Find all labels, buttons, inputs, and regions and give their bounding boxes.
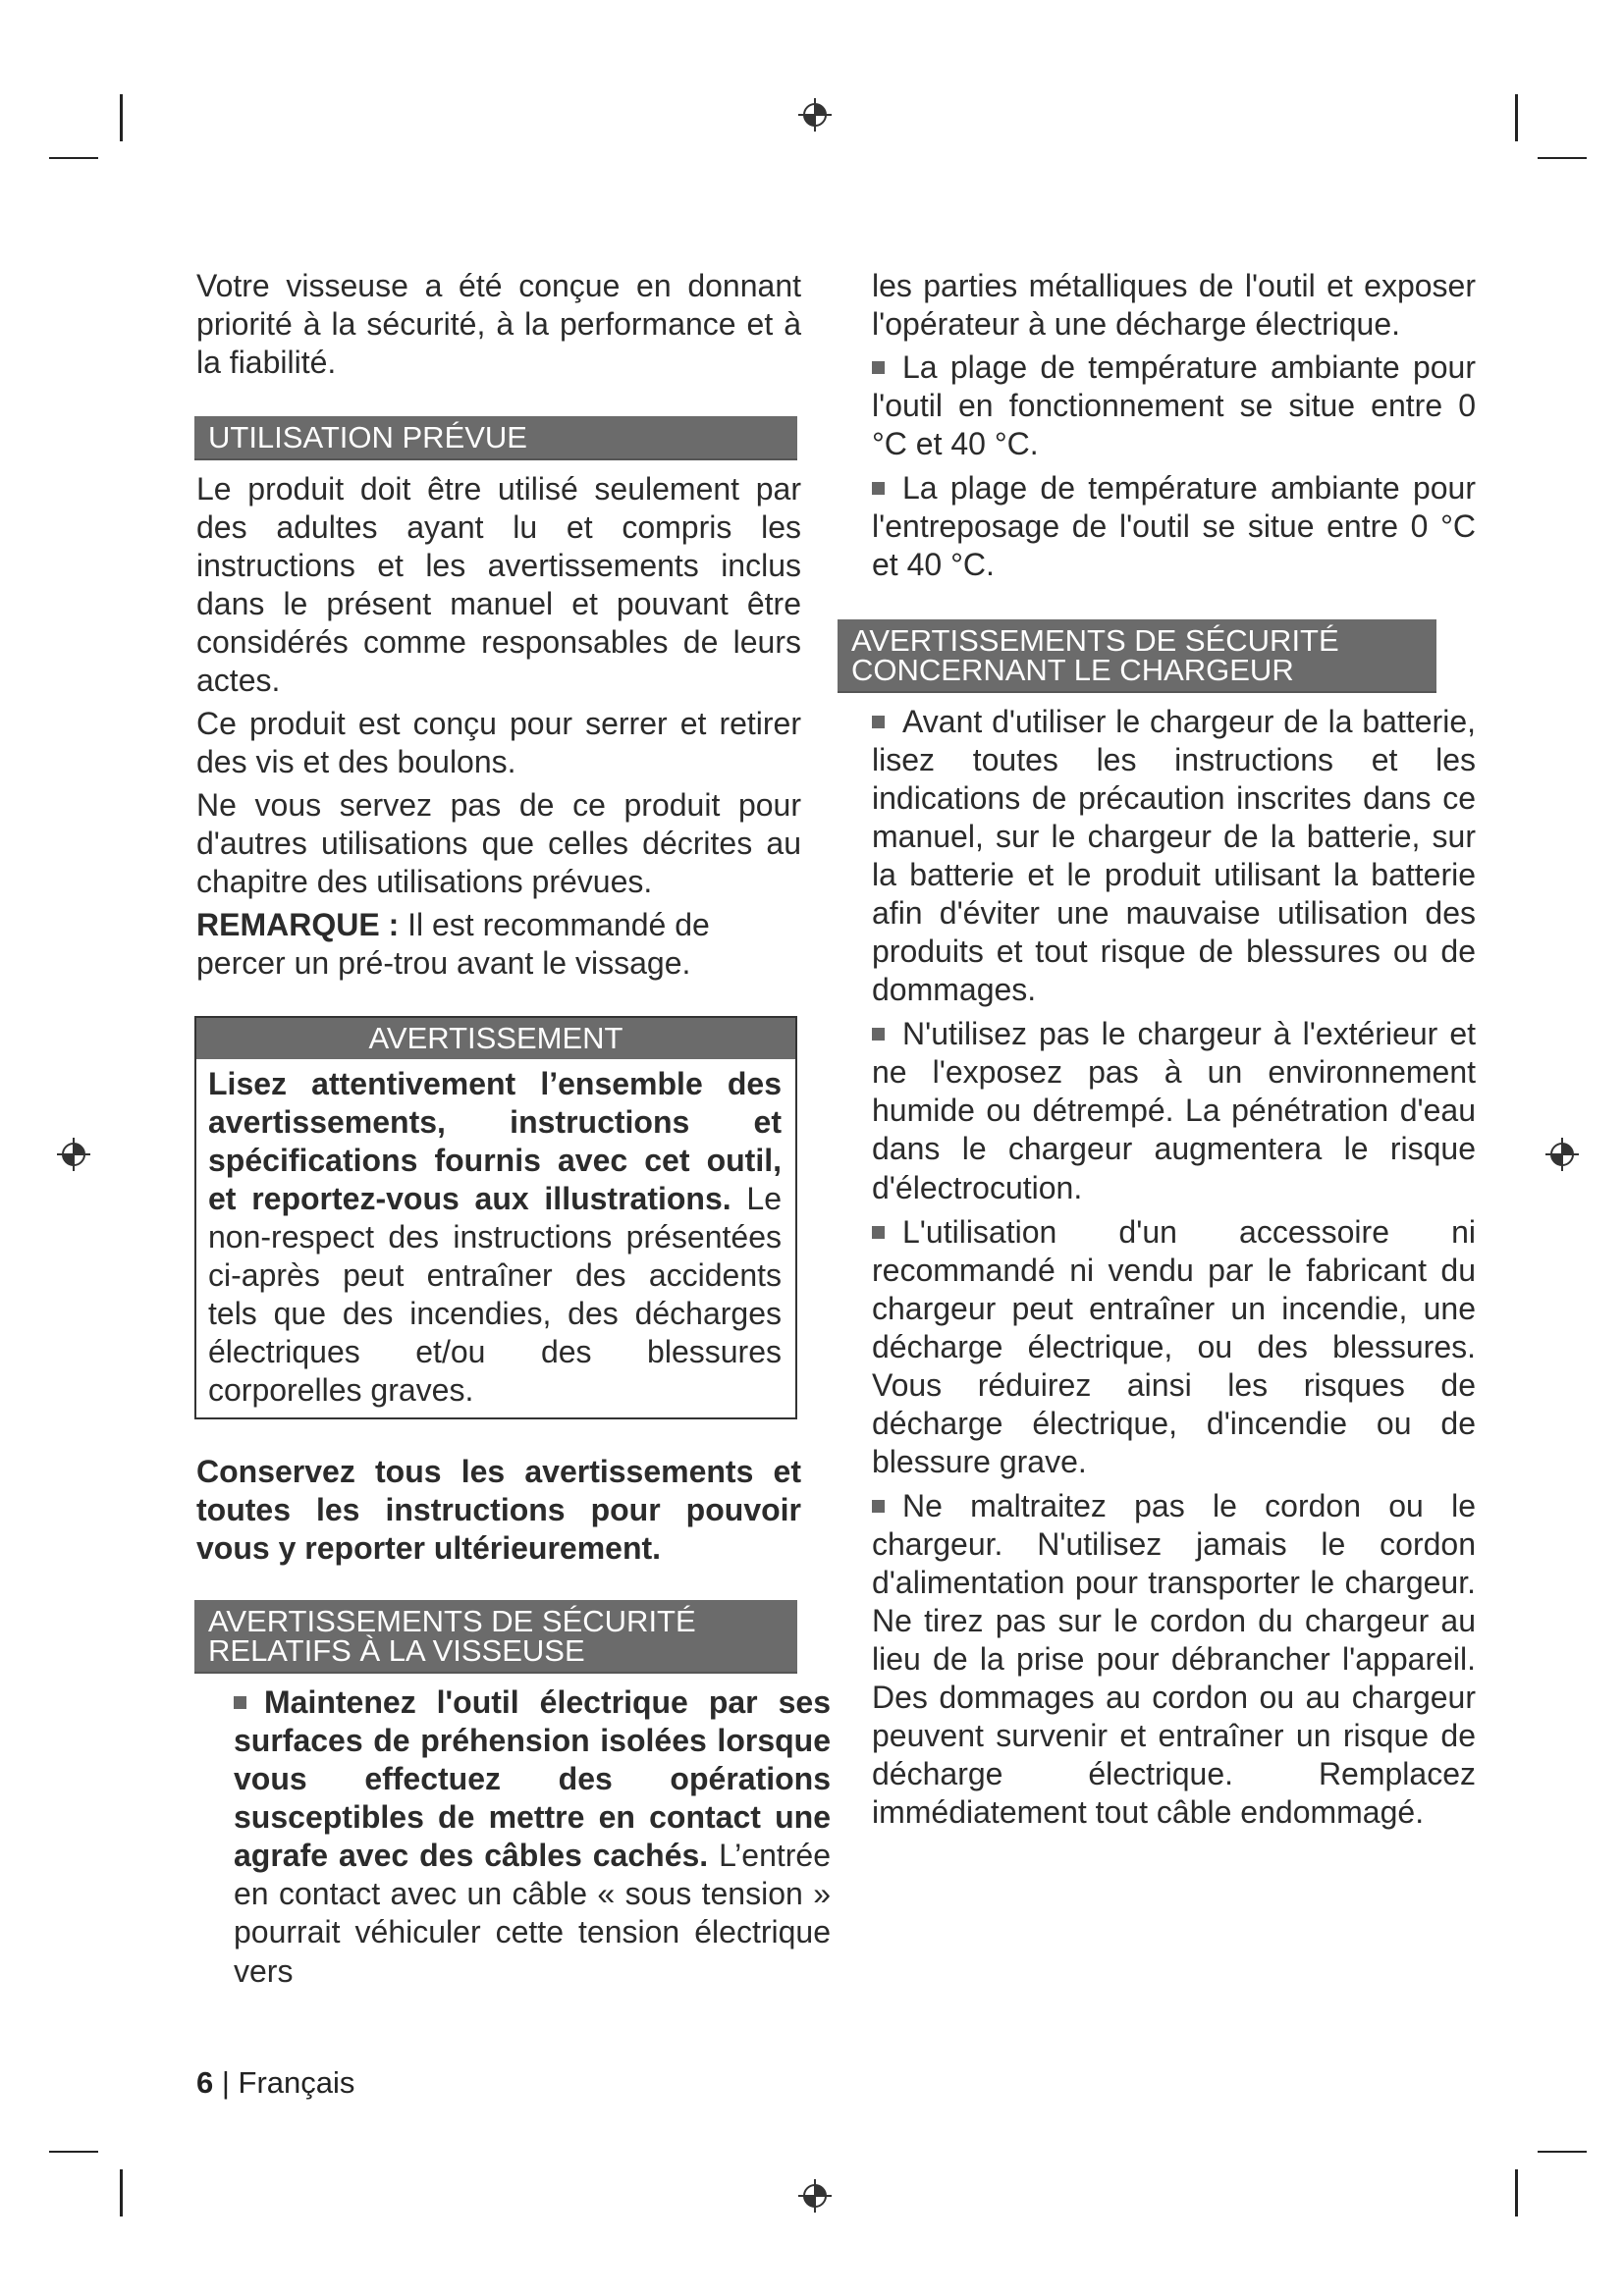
usage-paragraph: Ne vous servez pas de ce produit pour d'autres utilisations que celles décrites au chapitre des utilisations prévues. [196, 787, 801, 900]
right-column [851, 267, 1476, 1838]
footer-separator: | [213, 2065, 239, 2100]
crop-mark [49, 2151, 98, 2153]
registration-mark-icon [796, 96, 834, 133]
bullet-square-icon [234, 1696, 246, 1709]
warning-body [196, 1059, 795, 1417]
bullet-square-icon [872, 1500, 885, 1513]
page-footer [196, 2065, 354, 2101]
remarque-text: Il est recommandé de percer un pré-trou avant le vissage. [196, 907, 710, 982]
bullet-square-icon [872, 361, 885, 374]
list-item [872, 1487, 1476, 1832]
registration-mark-icon [1543, 1136, 1581, 1173]
footer-language: Français [238, 2065, 355, 2100]
bullet-square-icon [872, 482, 885, 495]
bullet-text: Ne maltraitez pas le cordon ou le chargeur. N'utilisez jamais le cordon d'alimentation pour transporter le chargeur. Ne tirez pas sur le cordon du chargeur au lieu de la prise pour débrancher l'appareil. Des dommages au cordon ou au chargeur peuvent survenir et entraîner un risque de décharge électrique. Remplacez immédiatement tout câble endommagé. [872, 1487, 1476, 1830]
list-item [196, 1683, 831, 1990]
page-number: 6 [196, 2065, 214, 2100]
crop-mark [120, 94, 123, 141]
remarque-paragraph [196, 906, 801, 983]
heading-line: AVERTISSEMENTS DE SÉCURITÉ [851, 623, 1339, 659]
warning-text: Le non-respect des instructions présentées ci-après peut entraîner des accidents tels que des incendies, des décharges électriques et/ou des blessures corporelles graves. [208, 1181, 783, 1409]
crop-mark [1538, 2151, 1587, 2153]
list-item [872, 469, 1476, 584]
list-item [872, 1015, 1476, 1206]
section-heading-chargeur [838, 619, 1436, 693]
bullet-text: L’entrée en contact avec un câble « sous tension » pourrait véhiculer cette tension électrique vers [234, 1838, 832, 1989]
list-item [872, 348, 1476, 463]
remarque-label: REMARQUE : [196, 907, 400, 943]
left-column [196, 267, 832, 1997]
list-item [872, 1213, 1476, 1481]
heading-line: RELATIFS À LA VISSEUSE [208, 1632, 585, 1668]
section-heading-visseuse [194, 1600, 797, 1674]
bullet-text: La plage de température ambiante pour l'outil en fonctionnement se situe entre 0 °C et 40 °C. [872, 349, 1476, 462]
usage-paragraph: Le produit doit être utilisé seulement par des adultes ayant lu et compris les instructions et les avertissements inclus dans le présent manuel et pouvant être considérés comme responsables de leurs actes. [196, 471, 801, 699]
bullet-square-icon [872, 1226, 885, 1239]
registration-mark-icon [55, 1136, 92, 1173]
crop-mark [1515, 94, 1518, 141]
bullet-text: La plage de température ambiante pour l'entreposage de l'outil se situe entre 0 °C et 40 °C. [872, 470, 1476, 583]
heading-line: AVERTISSEMENTS DE SÉCURITÉ [208, 1604, 696, 1639]
bullet-bold-text: Maintenez l'outil électrique par ses surfaces de préhension isolées lorsque vous effectuez des opérations susceptibles de mettre en contact une agrafe avec des câbles cachés. [234, 1684, 831, 1874]
bullet-square-icon [872, 716, 885, 728]
crop-mark [49, 157, 98, 159]
bullet-text: N'utilisez pas le chargeur à l'extérieur et ne l'exposez pas à un environnement humide ou détrempé. La pénétration d'eau dans le chargeur augmentera le risque d'électrocution. [872, 1016, 1476, 1205]
registration-mark-icon [796, 2177, 834, 2215]
intro-paragraph: Votre visseuse a été conçue en donnant priorité à la sécurité, à la performance et à la fiabilité. [196, 268, 801, 381]
crop-mark [1538, 157, 1587, 159]
list-item [872, 703, 1476, 1009]
usage-paragraph: Ce produit est conçu pour serrer et retirer des vis et des boulons. [196, 706, 801, 780]
section-heading-usage: UTILISATION PRÉVUE [194, 416, 797, 460]
warning-title: AVERTISSEMENT [196, 1018, 795, 1060]
warning-box [194, 1016, 797, 1420]
bullet-text: L'utilisation d'un accessoire ni recommandé ni vendu par le fabricant du chargeur peut entraîner un incendie, une décharge électrique, ou des blessures. Vous réduirez ainsi les risques de décharge électrique, d'incendie ou de blessure grave. [872, 1213, 1476, 1479]
conserve-paragraph: Conservez tous les avertissements et toutes les instructions pour pouvoir vous y reporter ultérieurement. [196, 1454, 801, 1567]
bullet-text: Avant d'utiliser le chargeur de la batterie, lisez toutes les instructions et les indications de précaution inscrites dans ce manuel, sur le chargeur de la batterie, sur la batterie et le produit utilisant la batterie afin d'éviter une mauvaise utilisation des produits et tout risque de blessures ou de dommages. [872, 704, 1476, 1008]
bullet-square-icon [872, 1028, 885, 1041]
crop-mark [1515, 2169, 1518, 2216]
heading-line: CONCERNANT LE CHARGEUR [851, 652, 1294, 687]
crop-mark [120, 2169, 123, 2216]
warning-bold-text: Lisez attentivement l’ensemble des avertissements, instructions et spécifications fournis avec cet outil, et reportez-vous aux illustrations. [208, 1066, 782, 1217]
continued-paragraph: les parties métalliques de l'outil et exposer l'opérateur à une décharge électrique. [872, 268, 1476, 343]
